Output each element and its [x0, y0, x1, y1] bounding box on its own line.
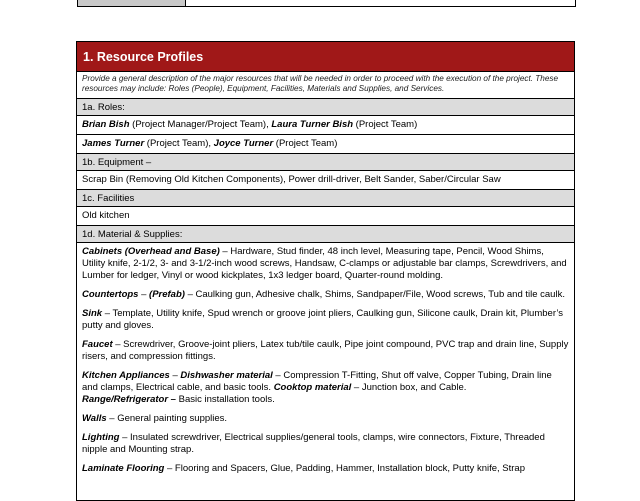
materials-heading: 1d. Material & Supplies:	[77, 226, 574, 243]
equipment-heading: 1b. Equipment –	[77, 154, 574, 171]
material-dash: –	[138, 289, 150, 300]
materials-appliances	[82, 370, 569, 394]
date-table	[77, 0, 576, 7]
resource-profiles-section	[76, 41, 575, 501]
role-desc: (Project Team),	[144, 138, 214, 149]
material-label: Faucet	[82, 339, 113, 350]
material-label: (Prefab)	[149, 289, 185, 300]
material-text: – Caulking gun, Adhesive chalk, Shims, Sandpaper/File, Wood screws, Tub and tile caulk.	[184, 289, 565, 300]
section-title: 1. Resource Profiles	[77, 42, 574, 72]
facilities-heading: 1c. Facilities	[77, 190, 574, 207]
section-intro: Provide a general description of the major resources that will be needed in order to proceed with the execution of the project. These resources may include: Roles (People), Equipment, Facilities, Materials and Supplies, and Services.	[77, 72, 574, 99]
material-text: – Insulated screwdriver, Electrical supplies/general tools, clamps, wire connectors, Fixture, Threaded nipple and Mounting strap.	[82, 432, 545, 455]
material-label: Cooktop material	[273, 382, 352, 393]
roles-row-2	[77, 135, 574, 154]
materials-faucet	[82, 339, 569, 363]
material-label: Sink	[82, 308, 103, 319]
material-label: Cabinets (Overhead and Base)	[82, 246, 220, 257]
materials-countertops	[82, 289, 569, 301]
role-name: Joyce Turner	[213, 138, 274, 149]
materials-sink	[82, 308, 569, 332]
role-name: Brian Bish	[82, 119, 130, 130]
material-label: Kitchen Appliances	[82, 370, 170, 381]
material-label: Dishwasher material	[180, 370, 273, 381]
material-text: – Junction box, and Cable.	[351, 382, 467, 393]
material-text: – Template, Utility knife, Spud wrench or groove joint pliers, Caulking gun, Silicone caulk, Drain kit, Plumber’s putty and gloves.	[82, 308, 564, 331]
material-label: Countertops	[82, 289, 139, 300]
materials-flooring	[82, 463, 569, 475]
date-label-cell	[78, 0, 186, 6]
equipment-text: Scrap Bin (Removing Old Kitchen Components), Power drill-driver, Belt Sander, Saber/Circular Saw	[77, 171, 574, 190]
material-label: Laminate Flooring	[82, 463, 165, 474]
materials-lighting	[82, 432, 569, 456]
facilities-text: Old kitchen	[77, 207, 574, 226]
materials-walls	[82, 413, 569, 425]
materials-list	[77, 243, 574, 485]
role-desc: (Project Team)	[353, 119, 418, 130]
material-text: Basic installation tools.	[175, 394, 275, 405]
material-dash: –	[169, 370, 181, 381]
material-label: Range/Refrigerator –	[82, 394, 176, 405]
role-name: Laura Turner Bish	[271, 119, 354, 130]
material-label: Lighting	[82, 432, 120, 443]
roles-heading: 1a. Roles:	[77, 99, 574, 116]
role-desc: (Project Team)	[273, 138, 338, 149]
material-text: – Compression T-Fitting, Shut off valve, Copper Tubing, Drain line and clamps, Electrical cable, and basic tools.	[82, 370, 552, 393]
material-text: – General painting supplies.	[106, 413, 228, 424]
material-text: – Flooring and Spacers, Glue, Padding, Hammer, Installation block, Putty knife, Strap	[164, 463, 526, 474]
role-name: James Turner	[82, 138, 145, 149]
role-desc: (Project Manager/Project Team),	[129, 119, 272, 130]
material-text: – Screwdriver, Groove-joint pliers, Latex tub/tile caulk, Pipe joint compound, PVC trap and drain line, Supply risers, and compression fittings.	[82, 339, 569, 362]
date-value	[186, 0, 246, 6]
materials-range	[82, 394, 569, 406]
materials-cabinets	[82, 246, 569, 282]
material-label: Walls	[82, 413, 107, 424]
roles-row-1	[77, 116, 574, 135]
material-text: – Hardware, Stud finder, 48 inch level, Measuring tape, Pencil, Wood Shims, Utility knife, 2-1/2, 3- and 3-1/2-inch wood screws, Handsaw, C-clamps or adjustable bar clamps, Screwdrivers, and Lumber for ledger, Vinyl or wood kickplates, 1x3 ledger board, Quarter-round molding.	[82, 246, 567, 281]
